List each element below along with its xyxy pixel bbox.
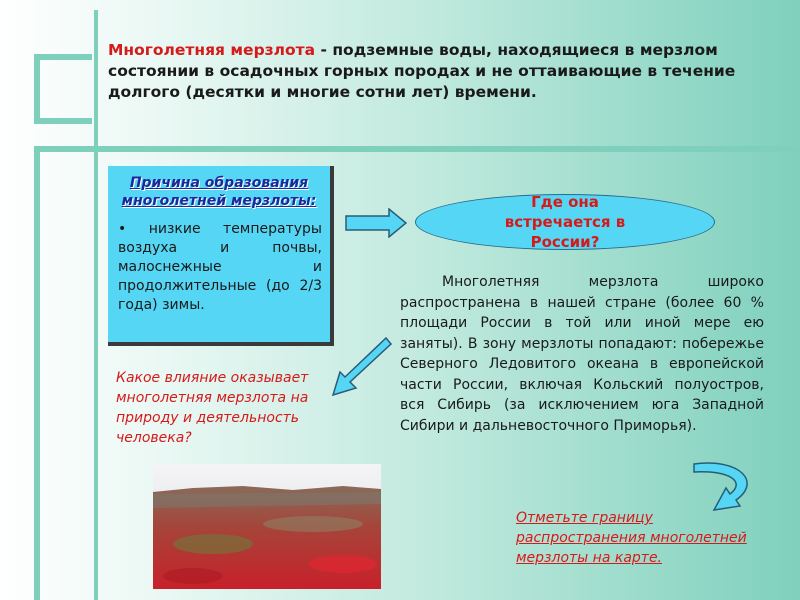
frame-line-top	[34, 54, 92, 60]
map-task: Отметьте границу распространения многолетней мерзлоты на карте.	[516, 510, 747, 566]
definition-term: Многолетняя мерзлота	[108, 41, 316, 59]
block-diagonal-arrow-icon	[330, 336, 392, 398]
where-question-ellipse	[415, 194, 715, 250]
tundra-landscape-photo	[153, 464, 381, 589]
influence-question: Какое влияние оказывает многолетняя мерзлота на природу и деятельность человека?	[116, 370, 309, 446]
frame-line-mid	[34, 146, 800, 152]
frame-line-bottom-top	[34, 118, 92, 124]
cause-item-text: низкие температуры воздуха и почвы, малоснежные и продолжительные (до 2/3 года) зимы.	[118, 221, 322, 313]
cause-box	[108, 166, 334, 346]
where-question-text: Где она встречается в России?	[504, 193, 626, 251]
definition-header	[108, 40, 778, 103]
definition-text: - подземные воды, находящиеся в мерзлом состоянии в осадочных горных породах и не оттаивающие в течение долгого (десятки и многие сотни лет) времени.	[108, 41, 736, 101]
frame-line-left-mid	[34, 146, 40, 600]
frame-line-left-top	[34, 54, 40, 124]
block-right-arrow-icon	[345, 208, 407, 238]
cause-title: Причина образования многолетней мерзлоты:	[121, 175, 317, 209]
frame-line-vertical-inner	[94, 10, 98, 600]
cause-item: • низкие температуры воздуха и почвы, малоснежные и продолжительные (до 2/3 года) зимы.	[118, 221, 322, 313]
main-text: Многолетняя мерзлота широко распространена в нашей стране (более 60 % площади России в той или иной мере ею заняты). В зону мерзлоты попадают: побережье Северного Ледовитого океана в европейской части России, включая Кольский полуостров, вся Сибирь (за исключением юга Западной Сибири и дальневосточного Приморья).	[400, 274, 764, 434]
